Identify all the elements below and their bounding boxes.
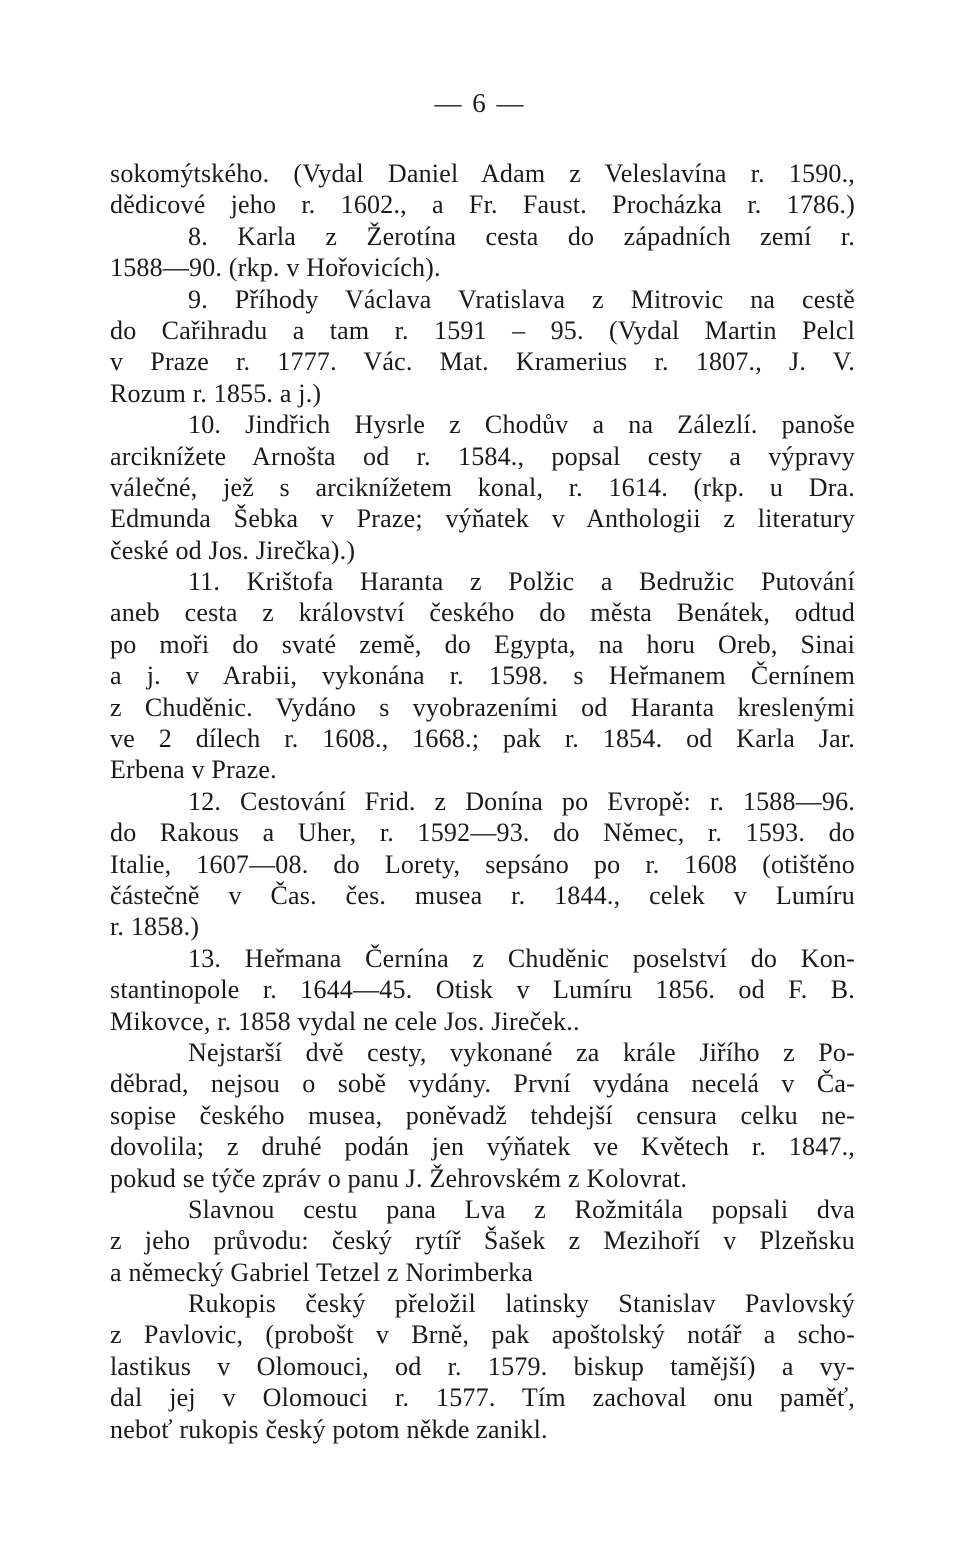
text-line: Mikovce, r. 1858 vydal ne cele Jos. Jireček.. — [110, 1006, 580, 1036]
text-line: 10. Jindřich Hysrle z Chodův a na Zálezlí. panoše — [188, 410, 855, 440]
body-text — [110, 158, 855, 1445]
text-line: 8. Karla z Žerotína cesta do západních zemí r. — [188, 221, 855, 251]
text-line: a j. v Arabii, vykonána r. 1598. s Heřmanem Černínem — [110, 661, 855, 691]
text-line: 9. Příhody Václava Vratislava z Mitrovic na cestě — [188, 284, 855, 314]
text-line: Slavnou cestu pana Lva z Rožmitála popsali dva — [188, 1194, 855, 1224]
text-line: dal jej v Olomouci r. 1577. Tím zachoval onu paměť, — [110, 1383, 855, 1413]
text-line: děbrad, nejsou o sobě vydány. První vydána necelá v Ča- — [110, 1069, 855, 1099]
page-number: — 6 — — [434, 88, 526, 118]
text-line: dědicové jeho r. 1602., a Fr. Faust. Procházka r. 1786.) — [110, 190, 855, 220]
text-line: arciknížete Arnošta od r. 1584., popsal cesty a výpravy — [110, 441, 855, 471]
text-line: částečně v Čas. čes. musea r. 1844., celek v Lumíru — [110, 880, 855, 910]
text-line: Italie, 1607—08. do Lorety, sepsáno po r. 1608 (otištěno — [110, 849, 855, 879]
text-line: Rukopis český přeložil latinsky Stanislav Pavlovský — [188, 1289, 855, 1319]
text-line: 11. Krištofa Haranta z Polžic a Bedružic Putování — [188, 567, 855, 597]
text-line: z jeho průvodu: český rytíř Šašek z Mezihoří v Plzeňsku — [110, 1226, 855, 1256]
text-line: 13. Heřmana Černína z Chuděnic poselství do Kon- — [188, 943, 855, 973]
text-line: v Praze r. 1777. Vác. Mat. Kramerius r. 1807., J. V. — [110, 347, 855, 377]
text-line: a německý Gabriel Tetzel z Norimberka — [110, 1257, 534, 1287]
text-line: sokomýtského. (Vydal Daniel Adam z Veleslavína r. 1590., — [110, 159, 855, 188]
text-line: válečné, jež s arciknížetem konal, r. 1614. (rkp. u Dra. — [110, 472, 855, 502]
text-line: ve 2 dílech r. 1608., 1668.; pak r. 1854. od Karla Jar. — [110, 724, 855, 754]
text-line: Rozum r. 1855. a j.) — [110, 378, 322, 408]
text-line: sopise českého musea, poněvadž tehdejší censura celku ne- — [110, 1100, 855, 1130]
text-line: do Cařihradu a tam r. 1591 – 95. (Vydal Martin Pelcl — [110, 315, 855, 345]
text-line: po moři do svaté země, do Egypta, na horu Oreb, Sinai — [110, 629, 855, 659]
text-line: neboť rukopis český potom někde zanikl. — [110, 1414, 548, 1444]
text-line: 1588—90. (rkp. v Hořovicích). — [110, 253, 441, 283]
text-line: do Rakous a Uher, r. 1592—93. do Němec, r. 1593. do — [110, 818, 855, 848]
text-line: Erbena v Praze. — [110, 755, 277, 785]
text-line: z Pavlovic, (probošt v Brně, pak apoštolský notář a scho- — [110, 1320, 855, 1350]
text-line: Nejstarší dvě cesty, vykonané za krále Jiřího z Po- — [188, 1037, 855, 1067]
text-line: Edmunda Šebka v Praze; výňatek v Anthologii z literatury — [110, 504, 855, 534]
text-line: 12. Cestování Frid. z Donína po Evropě: r. 1588—96. — [188, 786, 855, 816]
text-line: stantinopole r. 1644—45. Otisk v Lumíru 1856. od F. B. — [110, 975, 855, 1005]
text-line: pokud se týče zpráv o panu J. Žehrovském z Kolovrat. — [110, 1163, 688, 1193]
text-line: z Chuděnic. Vydáno s vyobrazeními od Haranta kreslenými — [110, 692, 855, 722]
text-line: české od Jos. Jirečka).) — [110, 535, 356, 565]
text-line: r. 1858.) — [110, 912, 200, 942]
text-line: aneb cesta z království českého do města Benátek, odtud — [110, 598, 855, 628]
text-line: dovolila; z druhé podán jen výňatek ve Květech r. 1847., — [110, 1132, 855, 1162]
text-line: lastikus v Olomouci, od r. 1579. biskup tamější) a vy- — [110, 1351, 855, 1381]
